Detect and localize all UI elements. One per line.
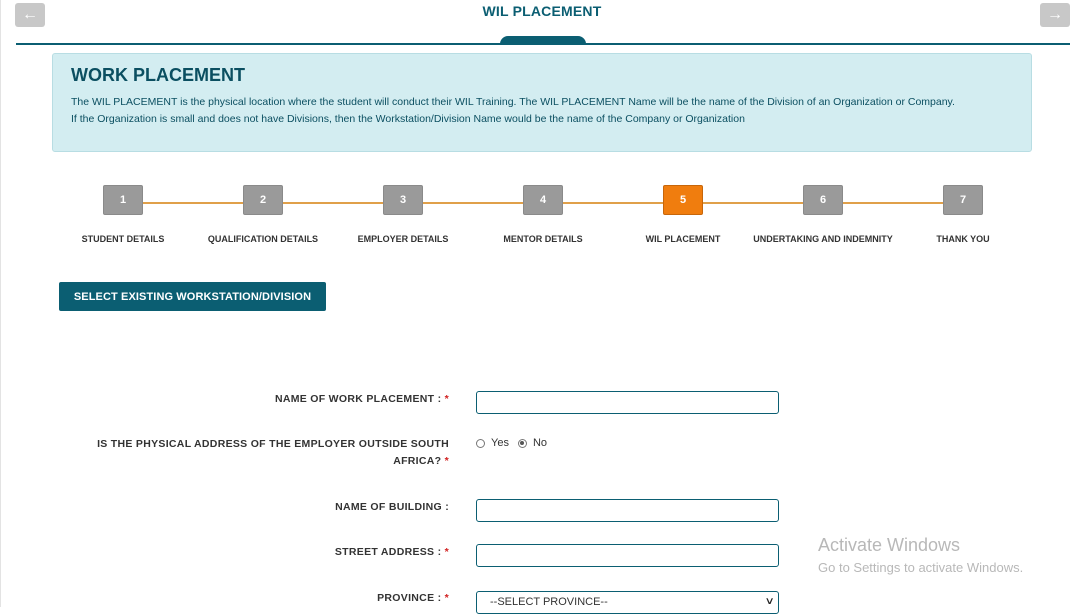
street-address-label-text: STREET ADDRESS : [334, 546, 442, 558]
info-description [71, 94, 1017, 128]
step-connector [703, 202, 803, 204]
step-6-box[interactable]: 6 [803, 185, 843, 215]
work-placement-name-label-text: NAME OF WORK PLACEMENT : [274, 393, 442, 405]
radio-option-no[interactable] [518, 437, 547, 449]
step-1-box[interactable]: 1 [103, 185, 143, 215]
outside-south-africa-radio-group [476, 437, 556, 449]
step-6-label: UNDERTAKING AND INDEMNITY [753, 234, 893, 244]
chevron-down-icon: ∨ [764, 596, 775, 607]
next-arrow-icon[interactable]: → [1040, 3, 1070, 27]
info-title: WORK PLACEMENT [71, 65, 245, 85]
outside-south-africa-label-line-2: AFRICA? [393, 455, 442, 467]
info-line-1: The WIL PLACEMENT is the physical location where the student will conduct their WIL Training. The WIL PLACEMENT Name will be the name of the Division of an Organization or Company. [71, 96, 955, 108]
required-asterisk: * [444, 546, 449, 558]
building-name-input[interactable] [476, 499, 779, 522]
step-2-box[interactable]: 2 [243, 185, 283, 215]
step-7-box[interactable]: 7 [943, 185, 983, 215]
window-edge [0, 0, 1, 607]
info-panel [52, 53, 1032, 152]
province-label [70, 590, 449, 607]
required-asterisk: * [444, 592, 449, 604]
step-3-label: EMPLOYER DETAILS [357, 234, 449, 244]
step-2-label: QUALIFICATION DETAILS [207, 234, 319, 244]
previous-arrow-icon[interactable]: ← [15, 3, 45, 27]
step-connector [143, 202, 243, 204]
step-3-box[interactable]: 3 [383, 185, 423, 215]
radio-no-selected[interactable] [518, 439, 527, 448]
outside-south-africa-label-line-1: IS THE PHYSICAL ADDRESS OF THE EMPLOYER OUTSIDE SOUTH [97, 438, 449, 450]
outside-south-africa-label [70, 436, 449, 470]
step-7-label: THANK YOU [936, 234, 990, 244]
info-line-2: If the Organization is small and does not have Divisions, then the Workstation/Division Name would be the name of the Company or Organization [71, 113, 745, 125]
select-existing-workstation-button[interactable]: SELECT EXISTING WORKSTATION/DIVISION [59, 282, 326, 311]
title-tab-marker [500, 36, 586, 45]
step-4-box[interactable]: 4 [523, 185, 563, 215]
building-name-label-text: NAME OF BUILDING : [335, 501, 449, 513]
work-placement-name-label [70, 391, 449, 408]
radio-option-yes[interactable] [476, 437, 509, 449]
radio-yes[interactable] [476, 439, 485, 448]
step-5-label: WIL PLACEMENT [645, 234, 721, 244]
step-connector [563, 202, 663, 204]
street-address-label [70, 544, 449, 561]
province-select[interactable] [476, 591, 779, 614]
step-connector [843, 202, 943, 204]
page-title: WIL PLACEMENT [482, 3, 602, 19]
step-connector [423, 202, 523, 204]
step-connector [283, 202, 383, 204]
progress-stepper [0, 185, 1074, 255]
step-1-label: STUDENT DETAILS [81, 234, 165, 244]
radio-yes-label: Yes [491, 437, 509, 449]
street-address-input[interactable] [476, 544, 779, 567]
step-5-box-active[interactable]: 5 [663, 185, 703, 215]
province-select-value: --SELECT PROVINCE-- [490, 596, 608, 608]
radio-no-label: No [532, 437, 548, 449]
building-name-label [70, 499, 449, 516]
required-asterisk: * [444, 455, 449, 467]
work-placement-name-input[interactable] [476, 391, 779, 414]
step-4-label: MENTOR DETAILS [503, 234, 583, 244]
activate-windows-watermark-subtitle: Go to Settings to activate Windows. [818, 560, 1024, 575]
activate-windows-watermark-title: Activate Windows [818, 535, 961, 555]
required-asterisk: * [444, 393, 449, 405]
province-label-text: PROVINCE : [377, 592, 442, 604]
